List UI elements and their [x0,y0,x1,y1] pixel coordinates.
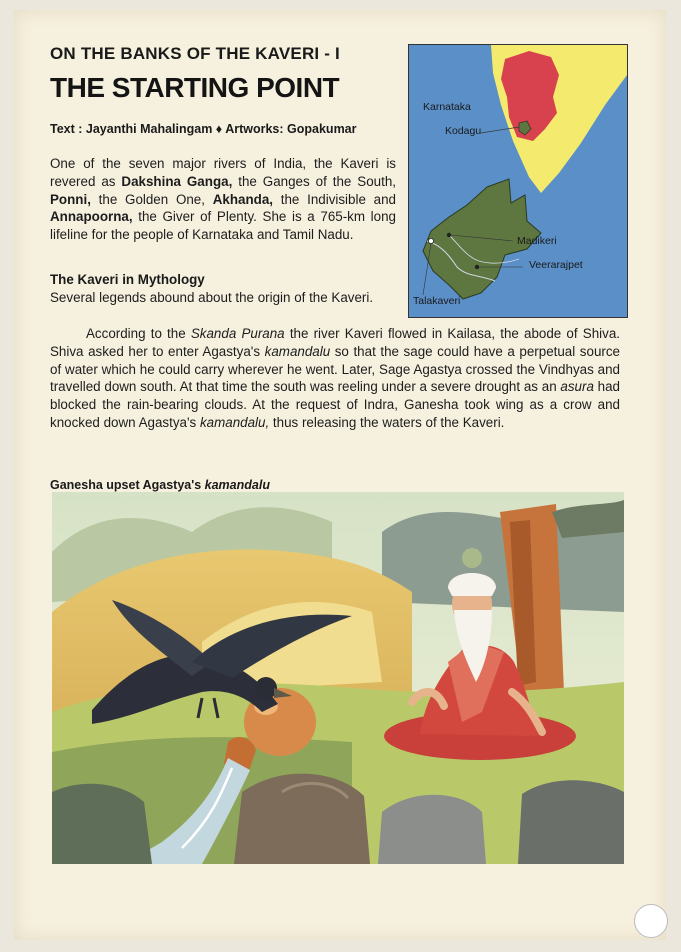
intro-paragraph [50,155,396,244]
veerarajpet-dot [475,265,479,269]
sage-topknot [462,548,482,568]
intro-text: the Giver of Plenty. She is a 765-km long lifeline for the people of Karnataka and Tamil Nadu. [50,209,396,243]
body-text: so that the sage could have a perpetual source of water which he could carry wherever he went. Later, Sage Agastya crossed the Vindhyas and travelled down south. At that time the south was reeling under a severe drought as an [50,343,621,395]
name-dakshina-ganga: Dakshina Ganga, [121,173,233,189]
series-title: ON THE BANKS OF THE KAVERI - I [50,44,340,63]
body-text: thus releasing the waters of the Kaveri. [269,414,505,430]
credits-author: Jayanthi Mahalingam [85,122,213,136]
crow-head [255,677,277,699]
credits-separator: ♦ [212,122,226,136]
caption-text: Ganesha upset Agastya's [50,478,205,492]
illustration-caption [50,478,270,492]
map-label-talakaveri: Talakaveri [413,295,461,307]
intro-text: the Ganges of the South, [232,173,396,189]
body-text: had blocked the rain-bearing clouds. At the request of Indra, Ganesha took wing as a crow and knocked down Agastya's [50,379,620,430]
italic-term: kamandalu [264,343,331,359]
page-title: THE STARTING POINT [50,72,340,103]
section-heading: The Kaveri in Mythology [50,272,205,287]
map-label-veerarajpet: Veerarajpet [529,259,583,271]
map-label-madikeri: Madikeri [517,235,557,247]
talakaveri-dot [428,238,433,243]
madikeri-dot [447,233,451,237]
illustration-crow-and-sage [52,492,624,864]
caption-italic: kamandalu [204,478,270,492]
intro-text: the Indivisible and [273,191,396,207]
name-annapoorna: Annapoorna, [50,209,133,225]
kaveri-location-map [408,44,628,318]
name-ponni: Ponni, [50,191,91,207]
body-text: According to the [86,326,191,341]
credits [50,122,357,136]
mythology-paragraph-1: Several legends abound about the origin of the Kaveri. [50,290,374,305]
italic-term: Skanda Purana [190,326,285,341]
credits-artist: Gopakumar [287,122,357,136]
rock-center [234,774,370,864]
map-label-kodagu: Kodagu [445,125,482,137]
italic-term: asura [560,379,594,395]
intro-text: One of the seven major rivers of India, the Kaveri is revered as [50,156,396,189]
credits-text-label: Text : [50,122,86,136]
map-graphic [409,45,627,317]
rock-far-right [518,780,624,864]
publisher-logo [634,904,668,938]
mythology-paragraph-2 [50,325,620,432]
credits-art-label: Artworks: [225,122,288,136]
body-text: the river Kaveri flowed in Kailasa, the abode of Shiva. Shiva asked her to enter Agastya's [50,326,620,359]
name-akhanda: Akhanda, [212,191,273,207]
intro-text: the Golden One, [90,191,213,207]
rock-right [378,795,486,864]
illustration-graphic [52,492,624,864]
map-label-karnataka: Karnataka [423,101,471,113]
italic-term: kamandalu, [199,414,270,430]
